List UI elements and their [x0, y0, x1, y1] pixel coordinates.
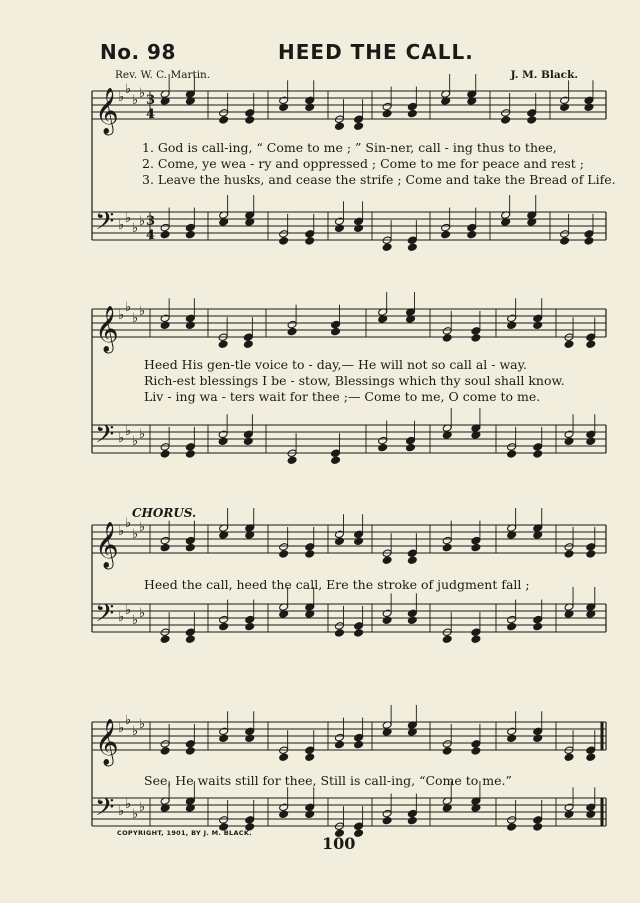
note-head [245, 734, 255, 743]
note-head [507, 450, 517, 459]
flat-sign: ♭ [139, 520, 146, 535]
note-head [584, 103, 594, 112]
note-head [533, 450, 543, 459]
bass-clef: 𝄢 [95, 420, 115, 455]
note-head [441, 223, 451, 232]
note-head [185, 230, 195, 239]
note-head [354, 115, 364, 124]
note-head [442, 543, 452, 552]
note-head [442, 747, 452, 756]
note-head [586, 437, 596, 446]
time-signature-top: 3 [146, 214, 156, 229]
flat-sign: ♭ [132, 613, 139, 628]
note-head [160, 230, 170, 239]
note-head [533, 727, 543, 736]
flat-sign: ♭ [118, 721, 125, 736]
note-head [586, 810, 596, 819]
note-head [471, 543, 481, 552]
flat-sign: ♭ [125, 797, 132, 812]
chorus-line-1: Heed the call, heed the call, Ere the stroke of judgment fall ; [144, 577, 530, 592]
copyright-notice: COPYRIGHT, 1901, BY J. M. BLACK. [117, 829, 252, 837]
note-head [335, 530, 345, 539]
note-head [507, 615, 517, 624]
flat-sign: ♭ [132, 311, 139, 326]
flat-sign: ♭ [132, 93, 139, 108]
flat-sign: ♭ [118, 218, 125, 233]
note-head [533, 823, 543, 832]
note-head [287, 327, 297, 336]
note-head [471, 334, 481, 343]
note-head [185, 536, 195, 545]
note-head [245, 615, 255, 624]
flat-sign: ♭ [139, 86, 146, 101]
note-head [442, 327, 452, 336]
note-head [406, 443, 416, 452]
note-head [160, 740, 170, 749]
note-head [305, 550, 315, 559]
note-head [586, 550, 596, 559]
note-head [331, 449, 341, 458]
note-head [279, 96, 289, 105]
note-head [279, 550, 289, 559]
note-head [382, 243, 392, 252]
note-head [279, 543, 289, 552]
note-head [471, 628, 481, 637]
note-head [507, 321, 517, 330]
note-head [564, 430, 574, 439]
note-head [185, 543, 195, 552]
note-head [501, 109, 511, 118]
note-head [305, 746, 315, 755]
note-head [279, 230, 289, 239]
note-head [160, 747, 170, 756]
note-head [584, 230, 594, 239]
flat-sign: ♭ [125, 211, 132, 226]
note-head [382, 556, 392, 565]
note-head [442, 536, 452, 545]
note-head [382, 816, 392, 825]
note-head [185, 747, 195, 756]
note-head [245, 727, 255, 736]
chorus-line-2: See, He waits still for thee, Still is call-ing, “Come to me.” [144, 773, 512, 788]
note-head [382, 609, 392, 618]
note-head [219, 727, 229, 736]
flat-sign: ♭ [139, 304, 146, 319]
note-head [354, 224, 364, 233]
note-head [378, 436, 388, 445]
note-head [279, 237, 289, 246]
note-head [584, 96, 594, 105]
note-head [185, 223, 195, 232]
note-head [335, 622, 345, 631]
note-head [245, 622, 255, 631]
note-head [560, 103, 570, 112]
bass-clef: 𝄢 [95, 599, 115, 634]
flat-sign: ♭ [132, 527, 139, 542]
hymn-number: No. 98 [100, 40, 176, 64]
time-signature-bottom: 4 [146, 228, 156, 243]
note-head [382, 809, 392, 818]
note-head [527, 109, 537, 118]
note-head [527, 116, 537, 125]
music-credit: J. M. Black. [510, 69, 578, 81]
note-head [507, 443, 517, 452]
note-head [471, 536, 481, 545]
note-head [354, 822, 364, 831]
verse-line-6: Liv - ing wa - ters wait for thee ;— Come to me, O come to me. [144, 389, 541, 404]
note-head [219, 816, 229, 825]
note-head [442, 635, 452, 644]
time-signature-top: 3 [146, 93, 156, 108]
note-head [219, 734, 229, 743]
note-head [407, 236, 417, 245]
flat-sign: ♭ [118, 524, 125, 539]
note-head [160, 443, 170, 452]
note-head [305, 810, 315, 819]
chorus-label: CHORUS. [132, 506, 197, 520]
note-head [305, 803, 315, 812]
note-head [507, 727, 517, 736]
note-head [586, 430, 596, 439]
note-head [354, 629, 364, 638]
note-head [467, 230, 477, 239]
note-head [160, 635, 170, 644]
note-head [560, 96, 570, 105]
note-head [335, 217, 345, 226]
verse-line-4: Heed His gen-tle voice to - day,— He will not so call al - way. [144, 357, 527, 372]
note-head [279, 810, 289, 819]
flat-sign: ♭ [139, 427, 146, 442]
note-head [279, 103, 289, 112]
note-head [501, 116, 511, 125]
note-head [564, 437, 574, 446]
flat-sign: ♭ [139, 606, 146, 621]
verse-line-1: 1. God is call-ing, “ Come to me ; ” Sin-ner, call - ing thus to thee, [142, 140, 557, 155]
treble-clef: 𝄞 [95, 522, 119, 568]
note-head [335, 733, 345, 742]
flat-sign: ♭ [125, 82, 132, 97]
note-head [305, 237, 315, 246]
note-head [533, 615, 543, 624]
note-head [160, 314, 170, 323]
note-head [354, 740, 364, 749]
note-head [219, 109, 229, 118]
flat-sign: ♭ [139, 214, 146, 229]
note-head [584, 237, 594, 246]
note-head [305, 753, 315, 762]
treble-clef: 𝄞 [95, 719, 119, 765]
note-head [533, 443, 543, 452]
note-head [279, 803, 289, 812]
note-head [279, 753, 289, 762]
note-head [185, 321, 195, 330]
note-head [471, 740, 481, 749]
note-head [185, 443, 195, 452]
note-head [407, 109, 417, 118]
note-head [331, 327, 341, 336]
note-head [533, 321, 543, 330]
note-head [441, 230, 451, 239]
note-head [335, 122, 345, 131]
flat-sign: ♭ [125, 424, 132, 439]
treble-clef: 𝄞 [95, 306, 119, 352]
note-head [507, 734, 517, 743]
note-head [305, 230, 315, 239]
note-head [185, 450, 195, 459]
note-head [185, 314, 195, 323]
flat-sign: ♭ [132, 724, 139, 739]
note-head [287, 320, 297, 329]
note-head [564, 753, 574, 762]
note-head [533, 734, 543, 743]
note-head [331, 320, 341, 329]
note-head [564, 340, 574, 349]
flat-sign: ♭ [125, 300, 132, 315]
note-head [160, 223, 170, 232]
flat-sign: ♭ [118, 308, 125, 323]
note-head [406, 436, 416, 445]
note-head [564, 803, 574, 812]
treble-clef: 𝄞 [95, 88, 119, 134]
note-head [382, 109, 392, 118]
note-head [533, 622, 543, 631]
note-head [378, 443, 388, 452]
note-head [507, 816, 517, 825]
note-head [354, 122, 364, 131]
note-head [243, 430, 253, 439]
flat-sign: ♭ [132, 434, 139, 449]
note-head [471, 327, 481, 336]
flat-sign: ♭ [139, 717, 146, 732]
note-head [218, 437, 228, 446]
note-head [407, 243, 417, 252]
note-head [442, 740, 452, 749]
note-head [564, 550, 574, 559]
note-head [305, 103, 315, 112]
note-head [160, 321, 170, 330]
note-head [245, 116, 255, 125]
note-head [586, 803, 596, 812]
note-head [243, 333, 253, 342]
note-head [219, 615, 229, 624]
note-head [586, 333, 596, 342]
note-head [382, 102, 392, 111]
note-head [160, 536, 170, 545]
note-head [471, 747, 481, 756]
note-head [382, 616, 392, 625]
note-head [354, 530, 364, 539]
note-head [533, 816, 543, 825]
note-head [219, 116, 229, 125]
flat-sign: ♭ [118, 804, 125, 819]
time-signature-bottom: 4 [146, 107, 156, 122]
note-head [564, 810, 574, 819]
note-head [335, 629, 345, 638]
flat-sign: ♭ [125, 516, 132, 531]
note-head [287, 456, 297, 465]
note-head [507, 823, 517, 832]
note-head [586, 753, 596, 762]
note-head [471, 635, 481, 644]
flat-sign: ♭ [125, 603, 132, 618]
flat-sign: ♭ [118, 431, 125, 446]
note-head [335, 537, 345, 546]
note-head [586, 543, 596, 552]
verse-line-5: Rich-est blessings I be - stow, Blessings which thy soul shall know. [144, 373, 565, 388]
note-head [160, 543, 170, 552]
note-head [507, 314, 517, 323]
note-head [586, 340, 596, 349]
note-head [354, 733, 364, 742]
note-head [586, 746, 596, 755]
note-head [243, 437, 253, 446]
bass-clef: 𝄢 [95, 793, 115, 828]
verse-line-3: 3. Leave the husks, and cease the strife ; Come and take the Bread of Life. [142, 172, 616, 187]
note-head [245, 816, 255, 825]
note-head [407, 556, 417, 565]
flat-sign: ♭ [132, 807, 139, 822]
bass-clef: 𝄢 [95, 207, 115, 242]
note-head [407, 616, 417, 625]
hymn-title: HEED THE CALL. [278, 40, 474, 64]
note-head [219, 622, 229, 631]
note-head [185, 635, 195, 644]
verse-line-2: 2. Come, ye wea - ry and oppressed ; Come to me for peace and rest ; [142, 156, 584, 171]
note-head [467, 223, 477, 232]
note-head [243, 340, 253, 349]
note-head [218, 430, 228, 439]
note-head [160, 450, 170, 459]
note-head [442, 334, 452, 343]
note-head [407, 816, 417, 825]
flat-sign: ♭ [118, 610, 125, 625]
note-head [507, 622, 517, 631]
note-head [185, 628, 195, 637]
flat-sign: ♭ [132, 221, 139, 236]
note-head [354, 217, 364, 226]
flat-sign: ♭ [125, 713, 132, 728]
note-head [335, 224, 345, 233]
note-head [564, 543, 574, 552]
page-number: 100 [322, 834, 356, 853]
note-head [305, 543, 315, 552]
note-head [245, 109, 255, 118]
note-head [185, 740, 195, 749]
flat-sign: ♭ [118, 90, 125, 105]
words-credit: Rev. W. C. Martin. [115, 69, 211, 81]
note-head [560, 230, 570, 239]
note-head [407, 809, 417, 818]
note-head [407, 102, 417, 111]
note-head [354, 537, 364, 546]
note-head [407, 609, 417, 618]
note-head [331, 456, 341, 465]
note-head [533, 314, 543, 323]
note-head [560, 237, 570, 246]
note-head [354, 622, 364, 631]
note-head [218, 340, 228, 349]
note-head [335, 740, 345, 749]
note-head [305, 96, 315, 105]
note-head [407, 549, 417, 558]
flat-sign: ♭ [139, 800, 146, 815]
